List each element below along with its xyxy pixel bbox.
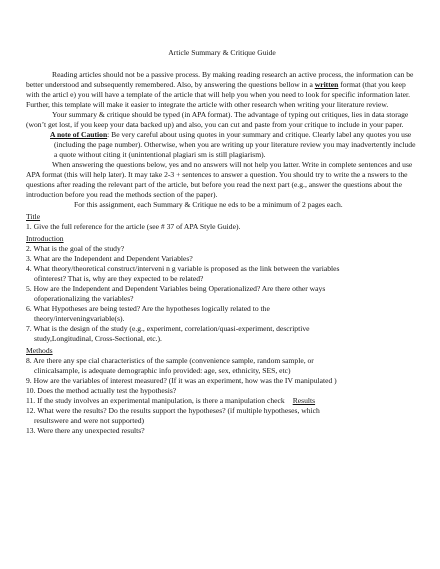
question-5 bbox=[26, 284, 418, 304]
intro-text-a: Reading articles should not be a passive process. By making reading research an active process, the information can be better understood and subsequently remembered. Also, by answering the questions bellow in a bbox=[26, 70, 414, 89]
question-13: 13. Were there any unexpected results? bbox=[26, 426, 145, 435]
caution-text: : Be very careful about using quotes in your summary and critique. Clearly label any quotes you use (including the page number). Otherwise, when you are writing up your literature review you may inadvertently include a quote without citing it (unintentional plagiari sm is still plagiarism). bbox=[54, 130, 416, 159]
written-emphasis: written bbox=[314, 80, 339, 89]
question-2: 2. What is the goal of the study? bbox=[26, 244, 125, 253]
section-introduction: Introduction bbox=[26, 234, 64, 243]
question-5-line-2: ofoperationalizing the variables? bbox=[34, 294, 134, 303]
question-7-line-1: 7. What is the design of the study (e.g., experiment, correlation/quasi-experiment, descriptive bbox=[26, 324, 310, 333]
section-title: Title bbox=[26, 212, 41, 221]
document-title: Article Summary & Critique Guide bbox=[168, 48, 276, 57]
question-4 bbox=[26, 264, 418, 284]
question-6 bbox=[26, 304, 418, 324]
question-5-line-1: 5. How are the Independent and Dependent Variables being Operationalized? Are there other ways bbox=[26, 284, 326, 293]
question-4-line-2: ofinterest? That is, why are they expected to be related? bbox=[34, 274, 204, 283]
question-12-line-2: resultswere and were not supported) bbox=[34, 416, 145, 425]
intro-text-b: format (that you keep with the articl e) you will have a template of the article that will help you when you need to look for specific information later. Further, this template will make it easier to integrate the article with other research when writing your literature review. bbox=[26, 80, 410, 109]
question-4-line-1: 4. What theory/theoretical construct/interveni n g variable is proposed as the link between the variables bbox=[26, 264, 340, 273]
document-page bbox=[26, 48, 418, 436]
question-7-line-2: study,Longitudinal, Cross-Sectional, etc.). bbox=[34, 334, 162, 343]
question-9: 9. How are the variables of interest measured? (If it was an experiment, how was the IV manipulated ) bbox=[26, 376, 337, 385]
question-1: 1. Give the full reference for the article (see # 37 of APA Style Guide). bbox=[26, 222, 241, 231]
question-8-line-1: 8. Are there any spe cial characteristics of the sample (convenience sample, random sample, or bbox=[26, 356, 314, 365]
question-11-text: 11. If the study involves an experimental manipulation, is there a manipulation check bbox=[26, 396, 285, 405]
question-6-line-1: 6. What Hypotheses are being tested? Are the hypotheses logically related to the bbox=[26, 304, 270, 313]
section-methods: Methods bbox=[26, 346, 53, 355]
question-12 bbox=[26, 406, 418, 426]
question-12-line-1: 12. What were the results? Do the results support the hypotheses? (if multiple hypotheses, which bbox=[26, 406, 320, 415]
question-3: 3. What are the Independent and Dependent Variables? bbox=[26, 254, 193, 263]
question-11 bbox=[26, 396, 418, 406]
caution-label: A note of Caution bbox=[50, 130, 108, 139]
intro-paragraph bbox=[26, 70, 418, 110]
question-8 bbox=[26, 356, 418, 376]
section-results: Results bbox=[292, 396, 316, 405]
question-10: 10. Does the method actually test the hypothesis? bbox=[26, 386, 177, 395]
typing-paragraph: Your summary & critique should be typed (in APA format). The advantage of typing out critiques, lies in data storage (won’t get lost, if you keep your data backed up) and also, you can cut and paste from your critique to include in your paper. bbox=[26, 110, 409, 129]
assignment-paragraph: For this assignment, each Summary & Critique ne eds to be a minimum of 2 pages each. bbox=[74, 200, 343, 209]
question-7 bbox=[26, 324, 418, 344]
caution-paragraph bbox=[50, 130, 418, 160]
question-6-line-2: theory/interveningvariable(s). bbox=[34, 314, 125, 323]
question-8-line-2: clinicalsample, is adequate demographic info provided: age, sex, ethnicity, SES, etc) bbox=[34, 366, 291, 375]
answering-paragraph: When answering the questions below, yes and no answers will not help you latter. Write in complete sentences and use APA format (this will help later). It may take 2-3 + sentences to answer a question. You should try to write the a nswers to the questions after reading the relevant part of the article, but before you read the next part (e.g., answer the questions about the introduction before you read the methods section of the paper). bbox=[26, 160, 413, 199]
